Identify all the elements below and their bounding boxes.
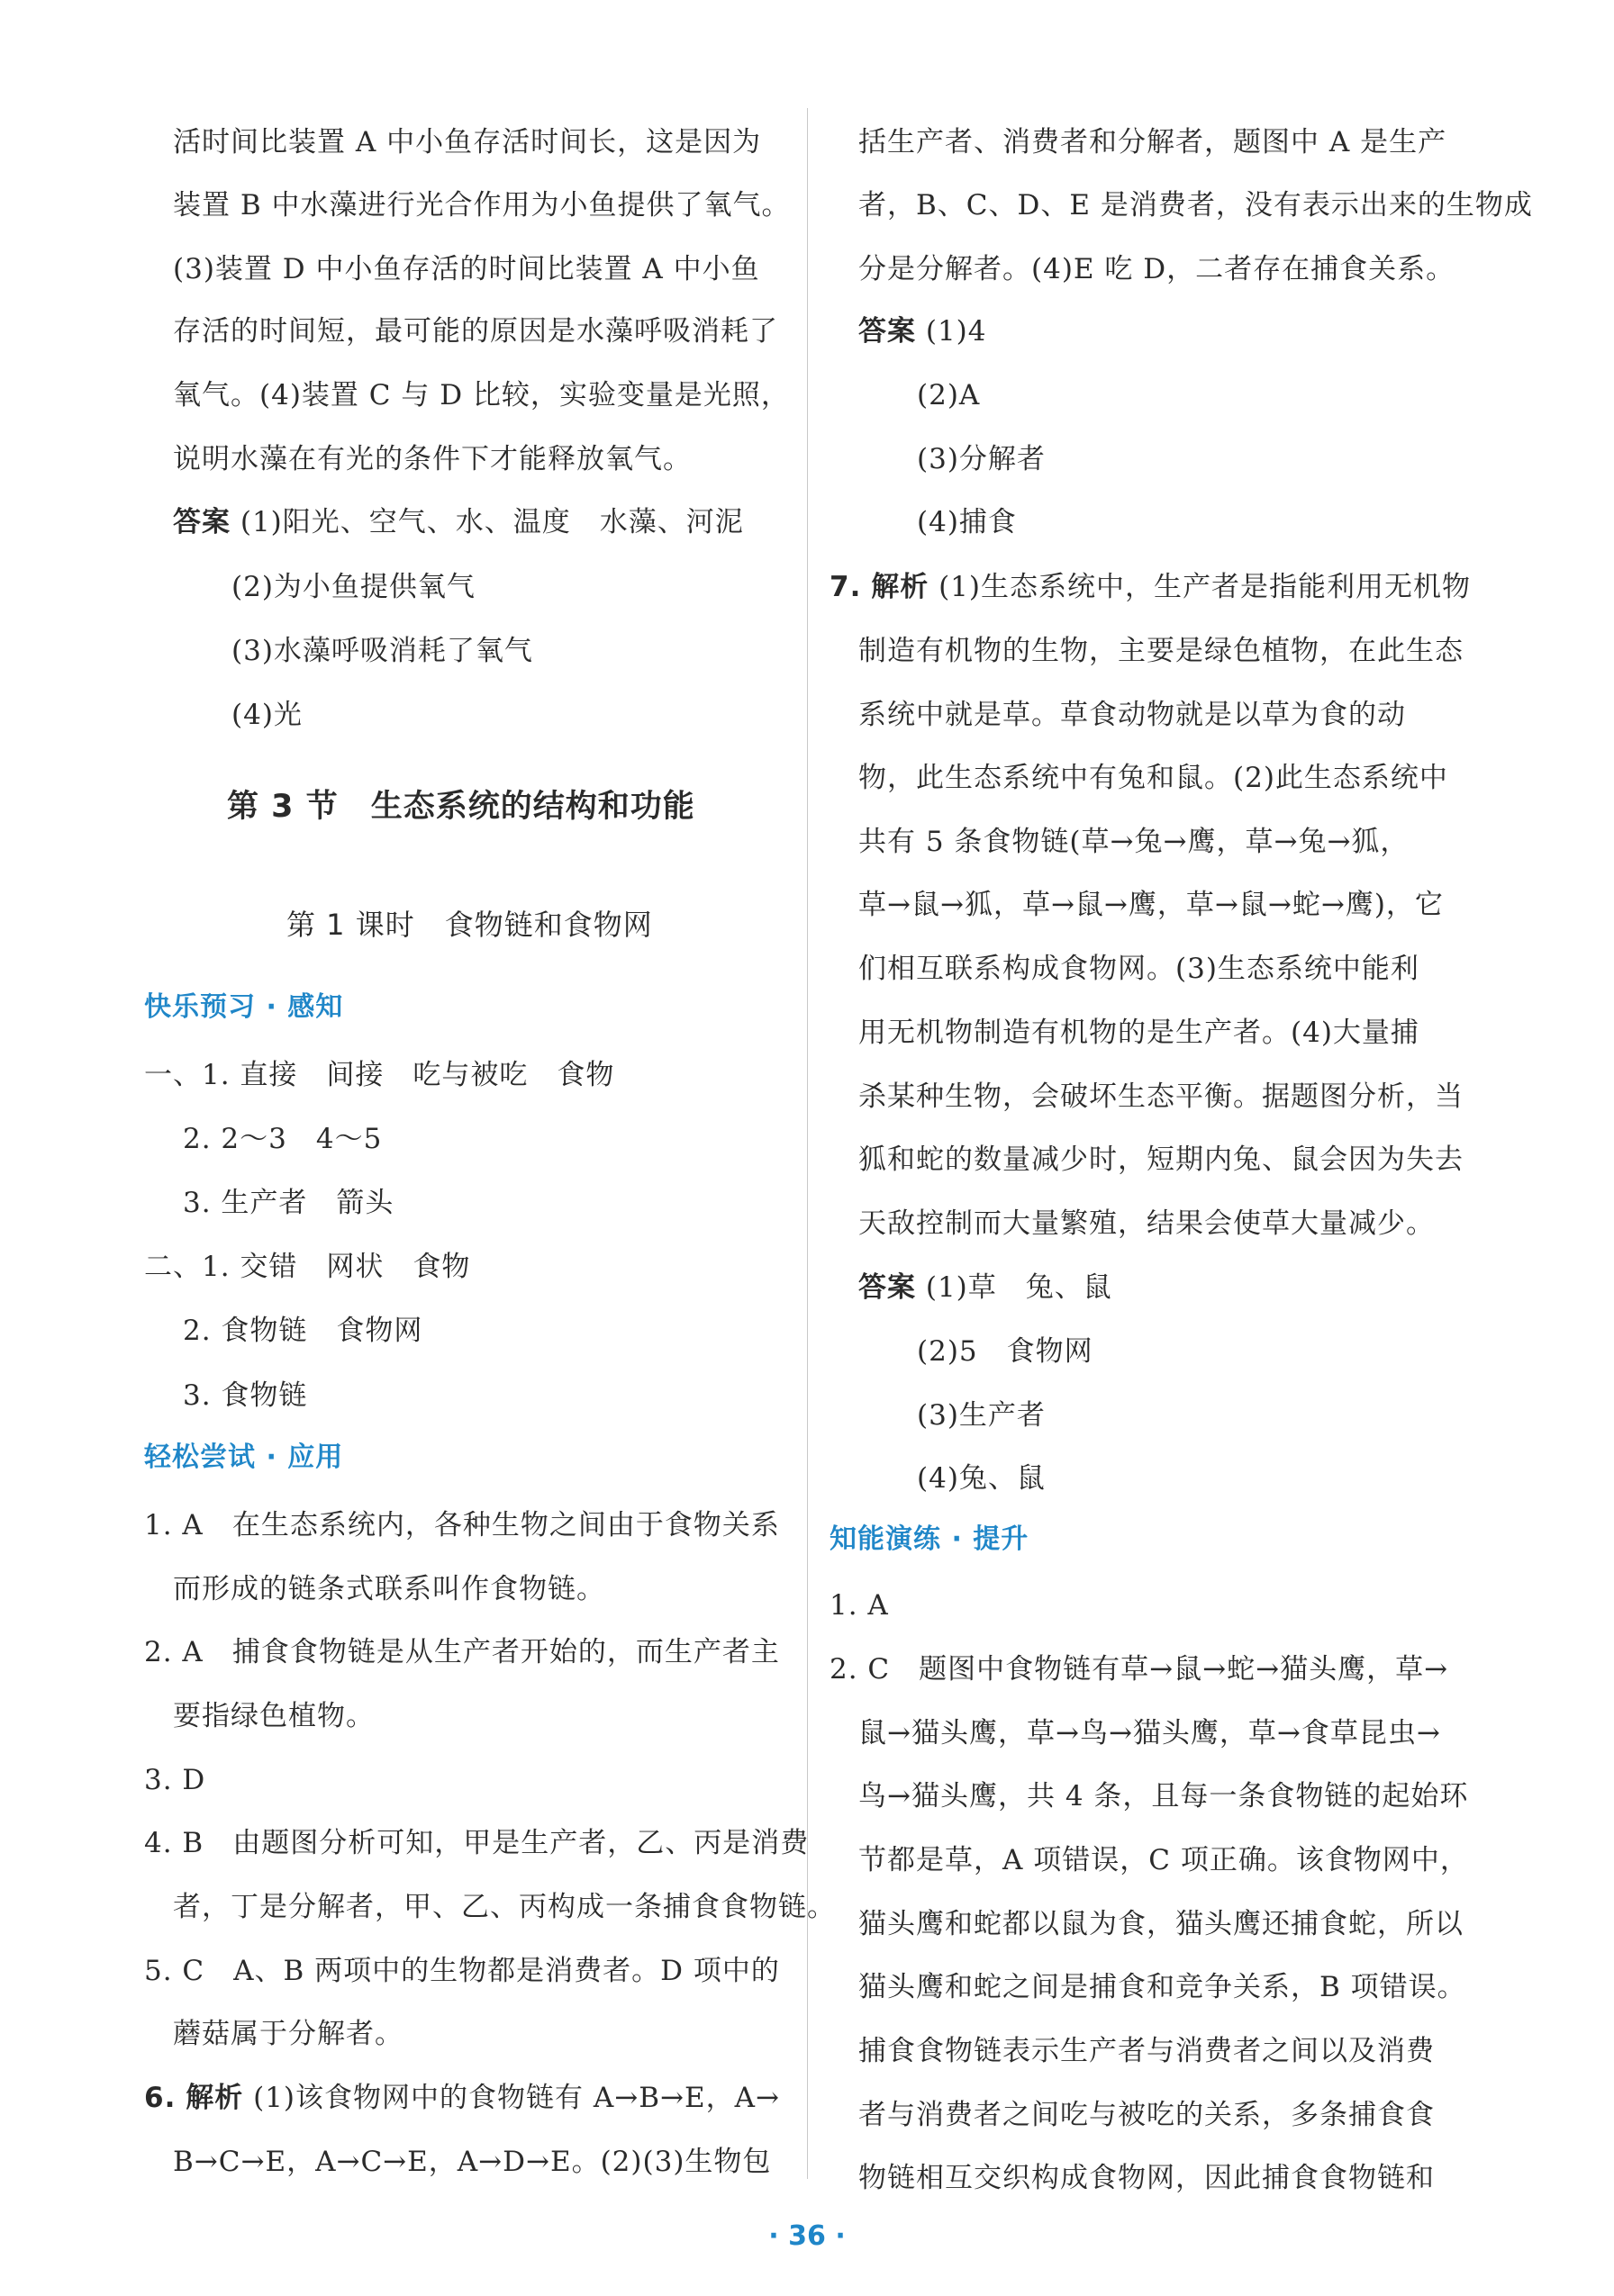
- paragraph-line: 们相互联系构成食物网。(3)生态系统中能利: [858, 953, 1419, 985]
- analysis-label: 解析: [871, 571, 929, 603]
- list-item: [144, 2080, 780, 2116]
- list-item: 要指绿色植物。: [173, 1700, 375, 1732]
- page-number: · 36 ·: [768, 2220, 846, 2252]
- section-heading-try: 轻松尝试 · 应用: [144, 1442, 344, 1473]
- analysis-text: (1)该食物网中的食物链有 A→B→E，A→: [253, 2082, 780, 2114]
- list-item: 2. C 题图中食物链有草→鼠→蛇→猫头鹰，草→: [830, 1653, 1449, 1686]
- paragraph-line: 鸟→猫头鹰，共 4 条，且每一条食物链的起始环: [858, 1780, 1469, 1812]
- answer-line: (2)为小鱼提供氧气: [231, 571, 476, 603]
- section-heading-preview: 快乐预习 · 感知: [144, 991, 344, 1023]
- paragraph-line: 制造有机物的生物，主要是绿色植物，在此生态: [858, 635, 1464, 667]
- list-item: 者，丁是分解者，甲、乙、丙构成一条捕食食物链。: [173, 1891, 836, 1923]
- paragraph-line: 捕食食物链表示生产者与消费者之间以及消费: [858, 2035, 1435, 2067]
- list-item: B→C→E，A→C→E，A→D→E。(2)(3)生物包: [173, 2146, 772, 2178]
- paragraph-line: 节都是草，A 项错误，C 项正确。该食物网中，: [858, 1844, 1469, 1876]
- paragraph-line: 天敌控制而大量繁殖，结果会使草大量减少。: [858, 1207, 1435, 1240]
- list-item: 一、1. 直接 间接 吃与被吃 食物: [144, 1059, 615, 1091]
- paragraph-line: 杀某种生物，会破坏生态平衡。据题图分析，当: [858, 1080, 1464, 1113]
- answer-line: (3)水藻呼吸消耗了氧气: [231, 635, 533, 667]
- question-number: 7.: [830, 571, 862, 603]
- list-item: 1. A: [830, 1589, 889, 1622]
- answer-label: 答案: [173, 506, 231, 538]
- answer-label: 答案: [858, 315, 916, 348]
- paragraph-line: 括生产者、消费者和分解者，题图中 A 是生产: [858, 126, 1447, 158]
- list-item: 二、1. 交错 网状 食物: [144, 1251, 471, 1283]
- paragraph-line: 用无机物制造有机物的是生产者。(4)大量捕: [858, 1017, 1419, 1049]
- paragraph-line: 者，B、C、D、E 是消费者，没有表示出来的生物成: [858, 189, 1533, 221]
- list-item: 蘑菇属于分解者。: [173, 2018, 404, 2050]
- answer-line: (3)生产者: [917, 1399, 1046, 1432]
- list-item: 3. 生产者 箭头: [183, 1187, 394, 1219]
- paragraph-line: 鼠→猫头鹰，草→鸟→猫头鹰，草→食草昆虫→: [858, 1717, 1441, 1749]
- paragraph-line: 活时间比装置 A 中小鱼存活时间长，这是因为: [173, 126, 762, 158]
- paragraph-line: 存活的时间短，最可能的原因是水藻呼吸消耗了: [173, 315, 778, 348]
- column-divider: [807, 108, 808, 2179]
- paragraph-line: 猫头鹰和蛇都以鼠为食，猫头鹰还捕食蛇，所以: [858, 1908, 1464, 1940]
- answer-line: [858, 1270, 1112, 1306]
- list-item: 5. C A、B 两项中的生物都是消费者。D 项中的: [144, 1955, 780, 1987]
- paragraph-line: 系统中就是草。草食动物就是以草为食的动: [858, 699, 1406, 731]
- paragraph-line: 分是分解者。(4)E 吃 D，二者存在捕食关系。: [858, 253, 1455, 285]
- paragraph-line: 猫头鹰和蛇之间是捕食和竞争关系，B 项错误。: [858, 1971, 1466, 2003]
- answer-line: (2)5 食物网: [917, 1335, 1093, 1368]
- paragraph-line: 草→鼠→狐，草→鼠→鹰，草→鼠→蛇→鹰)，它: [858, 889, 1444, 921]
- paragraph-line: 者与消费者之间吃与被吃的关系，多条捕食食: [858, 2099, 1435, 2131]
- analysis-text: (1)生态系统中，生产者是指能利用无机物: [938, 571, 1471, 603]
- analysis-label: 解析: [186, 2082, 244, 2114]
- answer-line: (2)A: [917, 379, 981, 411]
- answer-line: (4)兔、鼠: [917, 1462, 1046, 1495]
- paragraph-line: 共有 5 条食物链(草→兔→鹰，草→兔→狐，: [858, 826, 1410, 858]
- list-item: 1. A 在生态系统内，各种生物之间由于食物关系: [144, 1509, 780, 1541]
- paragraph-line: 装置 B 中水藻进行光合作用为小鱼提供了氧气。: [173, 189, 791, 221]
- list-item: 2. 2～3 4～5: [183, 1123, 383, 1155]
- answer-text: (1)4: [925, 315, 987, 348]
- question-number: 6.: [144, 2082, 177, 2114]
- answer-text: (1)草 兔、鼠: [925, 1271, 1112, 1304]
- list-item: 3. D: [144, 1764, 206, 1796]
- answer-label: 答案: [858, 1271, 916, 1304]
- answer-line: [858, 313, 987, 349]
- answer-line: [173, 504, 744, 540]
- answer-text: (1)阳光、空气、水、温度 水藻、河泥: [240, 506, 744, 538]
- answer-line: (3)分解者: [917, 443, 1046, 475]
- answer-line: (4)捕食: [917, 506, 1017, 538]
- list-item: 3. 食物链: [183, 1379, 308, 1412]
- list-item: 2. A 捕食食物链是从生产者开始的，而生产者主: [144, 1636, 780, 1668]
- lesson-title: 第 1 课时 食物链和食物网: [286, 908, 653, 942]
- answer-line: (4)光: [231, 699, 303, 731]
- paragraph-line: 氧气。(4)装置 C 与 D 比较，实验变量是光照，: [173, 379, 790, 411]
- section-title: 第 3 节 生态系统的结构和功能: [227, 789, 695, 825]
- paragraph-line: 狐和蛇的数量减少时，短期内兔、鼠会因为失去: [858, 1143, 1464, 1176]
- paragraph-line: (3)装置 D 中小鱼存活的时间比装置 A 中小鱼: [173, 253, 760, 285]
- paragraph-line: 物链相互交织构成食物网，因此捕食食物链和: [858, 2162, 1435, 2194]
- list-item: [830, 569, 1471, 605]
- list-item: 4. B 由题图分析可知，甲是生产者，乙、丙是消费: [144, 1827, 810, 1859]
- paragraph-line: 说明水藻在有光的条件下才能释放氧气。: [173, 443, 692, 475]
- list-item: 2. 食物链 食物网: [183, 1315, 423, 1347]
- paragraph-line: 物，此生态系统中有兔和鼠。(2)此生态系统中: [858, 762, 1448, 794]
- list-item: 而形成的链条式联系叫作食物链。: [173, 1573, 605, 1605]
- section-heading-skill: 知能演练 · 提升: [830, 1523, 1029, 1555]
